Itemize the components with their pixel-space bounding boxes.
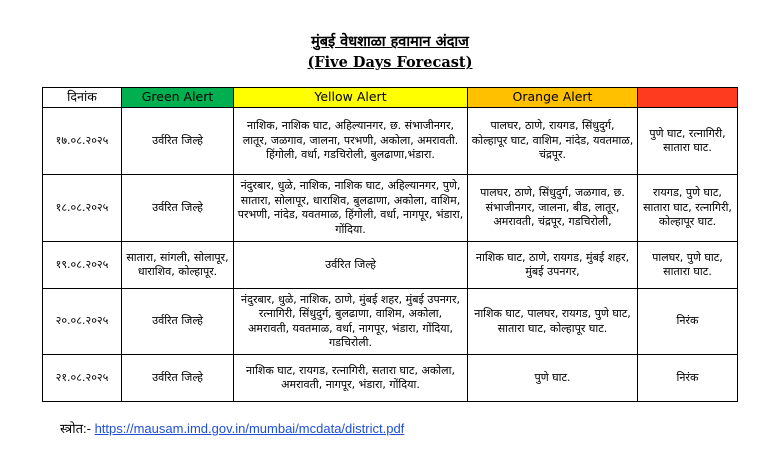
header-yellow-alert: Yellow Alert bbox=[234, 88, 468, 108]
yellow-alert-cell: नाशिक घाट, रायगड, रत्नागिरी, सतारा घाट, अकोला, अमरावती, नागपूर, भंडारा, गोंदिया. bbox=[234, 355, 468, 402]
red-alert-cell: निरंक bbox=[638, 355, 738, 402]
orange-alert-cell: नाशिक घाट, पालघर, रायगड, पुणे घाट, सातारा घाट, कोल्हापूर घाट. bbox=[468, 289, 638, 355]
header-red-alert bbox=[638, 88, 738, 108]
date-cell: १८.०८.२०२५ bbox=[43, 175, 122, 242]
orange-alert-cell: पालघर, ठाणे, सिंधुदुर्ग, जळगाव, छ. संभाजीनगर, जालना, बीड, लातूर, अमरावती, चंद्रपूर, गडचिरोली, bbox=[468, 175, 638, 242]
orange-alert-cell: नाशिक घाट, ठाणे, रायगड, मुंबई शहर, मुंबई उपनगर, bbox=[468, 242, 638, 289]
red-alert-cell: पुणे घाट, रत्नागिरी, सातारा घाट. bbox=[638, 108, 738, 175]
page-title: मुंबई वेधशाळा हवामान अंदाज bbox=[311, 34, 469, 50]
green-alert-cell: उर्वरित जिल्हे bbox=[122, 355, 234, 402]
source-label: स्त्रोत:- bbox=[60, 421, 91, 436]
green-alert-cell: सातारा, सांगली, सोलापूर, धाराशिव, कोल्हापूर. bbox=[122, 242, 234, 289]
table-row bbox=[43, 108, 738, 175]
header-orange-alert: Orange Alert bbox=[468, 88, 638, 108]
yellow-alert-cell: नंदुरबार, धुळे, नाशिक, ठाणे, मुंबई शहर, मुंबई उपनगर, रत्नागिरी, सिंधुदुर्ग, बुलढाणा, वाशिम, अकोला, अमरावती, यवतमाळ, वर्धा, नागपूर, भंडारा, गोंदिया, गडचिरोली. bbox=[234, 289, 468, 355]
red-alert-cell: निरंक bbox=[638, 289, 738, 355]
orange-alert-cell: पुणे घाट. bbox=[468, 355, 638, 402]
header-date: दिनांक bbox=[43, 88, 122, 108]
date-cell: १९.०८.२०२५ bbox=[43, 242, 122, 289]
date-cell: २१.०८.२०२५ bbox=[43, 355, 122, 402]
date-cell: १७.०८.२०२५ bbox=[43, 108, 122, 175]
table-row bbox=[43, 289, 738, 355]
red-alert-cell: रायगड, पुणे घाट, सातारा घाट, रत्नागिरी, कोल्हापूर घाट. bbox=[638, 175, 738, 242]
green-alert-cell: उर्वरित जिल्हे bbox=[122, 108, 234, 175]
yellow-alert-cell: नाशिक, नाशिक घाट, अहिल्यानगर, छ. संभाजीनगर, लातूर, जळगाव, जालना, परभणी, अकोला, अमरावती. हिंगोली, वर्धा, गडचिरोली, बुलढाणा,भंडारा. bbox=[234, 108, 468, 175]
table-row bbox=[43, 355, 738, 402]
page-subtitle: (Five Days Forecast) bbox=[307, 54, 473, 71]
green-alert-cell: उर्वरित जिल्हे bbox=[122, 175, 234, 242]
yellow-alert-cell: उर्वरित जिल्हे bbox=[234, 242, 468, 289]
table-row bbox=[43, 175, 738, 242]
date-cell: २०.०८.२०२५ bbox=[43, 289, 122, 355]
yellow-alert-cell: नंदुरबार, धुळे, नाशिक, नाशिक घाट, अहिल्यानगर, पुणे, सातारा, सोलापूर, धाराशिव, बुलढाणा, अकोला, वाशिम, परभणी, नांदेड, यवतमाळ, हिंगोली, वर्धा, नागपूर, भंडारा, गोंदिया. bbox=[234, 175, 468, 242]
source-link[interactable]: https://mausam.imd.gov.in/mumbai/mcdata/district.pdf bbox=[94, 421, 405, 436]
table-row bbox=[43, 242, 738, 289]
orange-alert-cell: पालघर, ठाणे, रायगड, सिंधुदुर्ग, कोल्हापूर घाट, वाशिम, नांदेड, यवतमाळ, चंद्रपूर. bbox=[468, 108, 638, 175]
green-alert-cell: उर्वरित जिल्हे bbox=[122, 289, 234, 355]
header-green-alert: Green Alert bbox=[122, 88, 234, 108]
table-header-row bbox=[43, 88, 738, 108]
source-line bbox=[60, 419, 404, 437]
forecast-table bbox=[42, 87, 738, 402]
red-alert-cell: पालघर, पुणे घाट, सातारा घाट. bbox=[638, 242, 738, 289]
